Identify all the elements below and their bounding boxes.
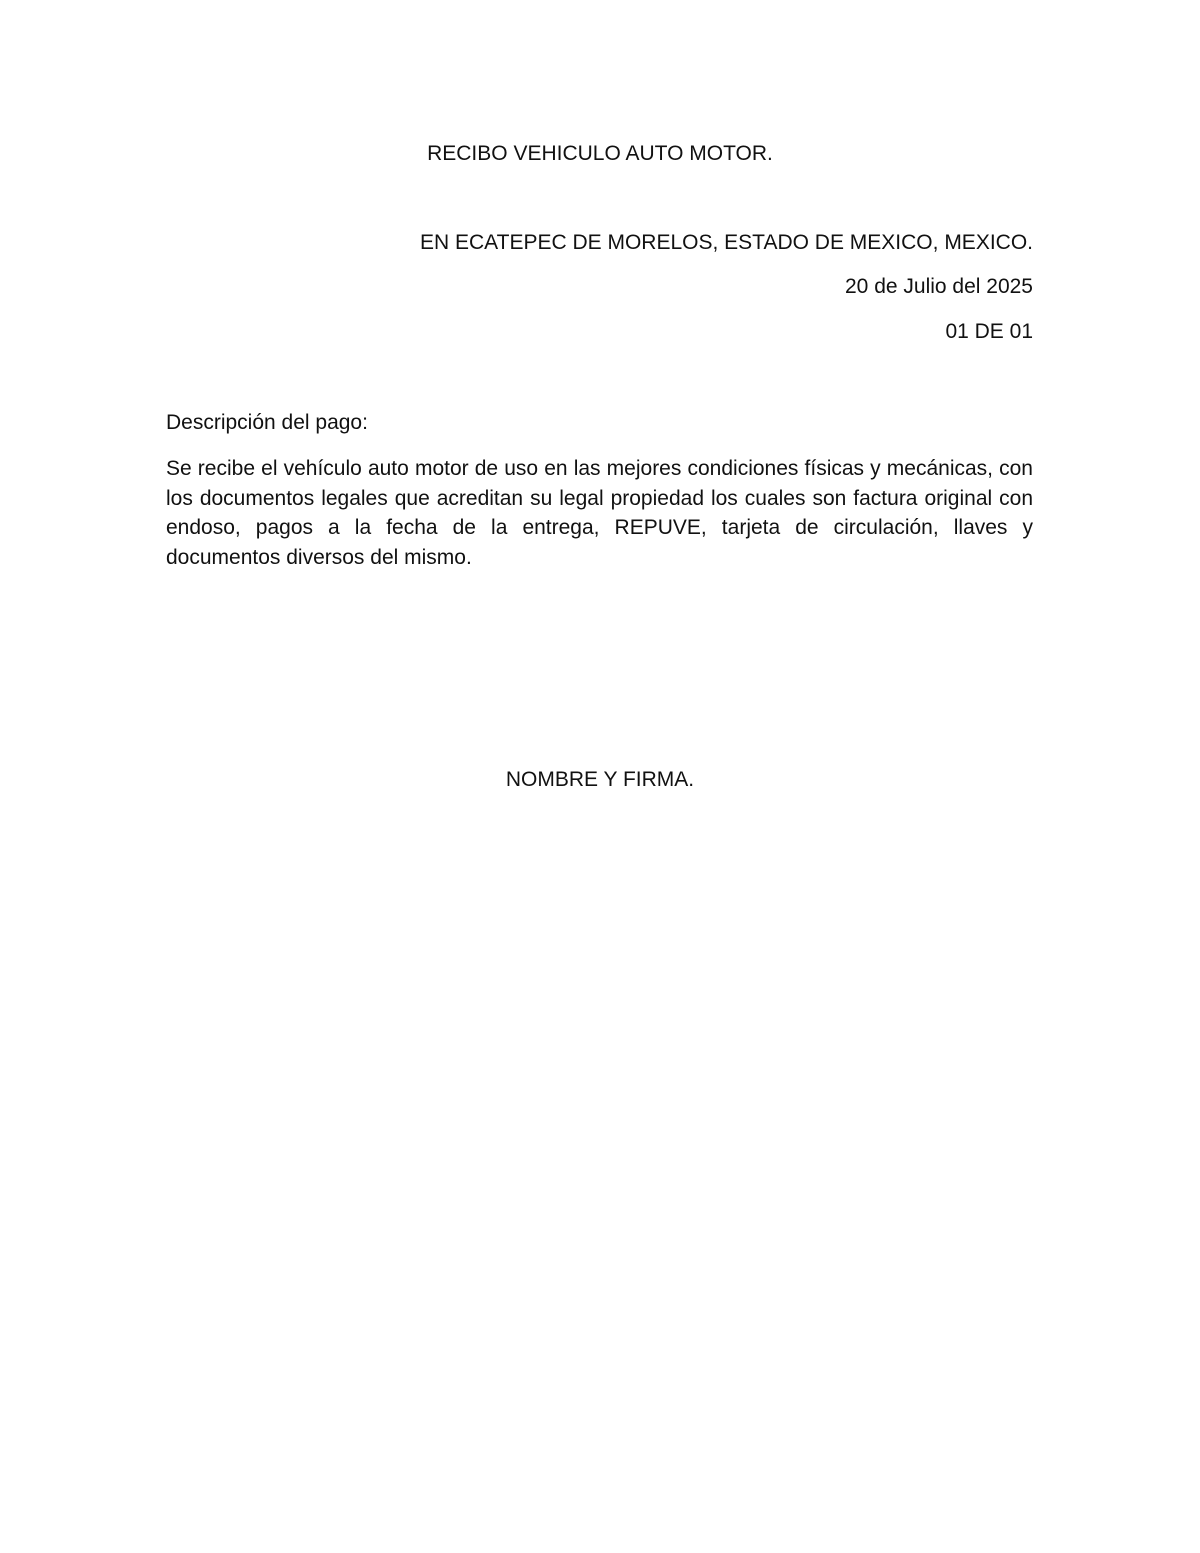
- signature-line: NOMBRE Y FIRMA.: [505, 768, 695, 791]
- description-body: Se recibe el vehículo auto motor de uso en las mejores condiciones físicas y mecánicas, con los documentos legales que acreditan su legal propiedad los cuales son factura original con endoso, pagos a la fecha de la entrega, REPUVE, tarjeta de circulación, llaves y documentos diversos del mismo.: [166, 457, 1033, 569]
- page-count: 01 DE 01: [945, 320, 1033, 343]
- place-line: EN ECATEPEC DE MORELOS, ESTADO DE MEXICO, MEXICO.: [420, 231, 1033, 254]
- description-label: Descripción del pago:: [166, 411, 368, 434]
- date-line: 20 de Julio del 2025: [845, 275, 1033, 298]
- document-title: RECIBO VEHICULO AUTO MOTOR.: [427, 142, 773, 165]
